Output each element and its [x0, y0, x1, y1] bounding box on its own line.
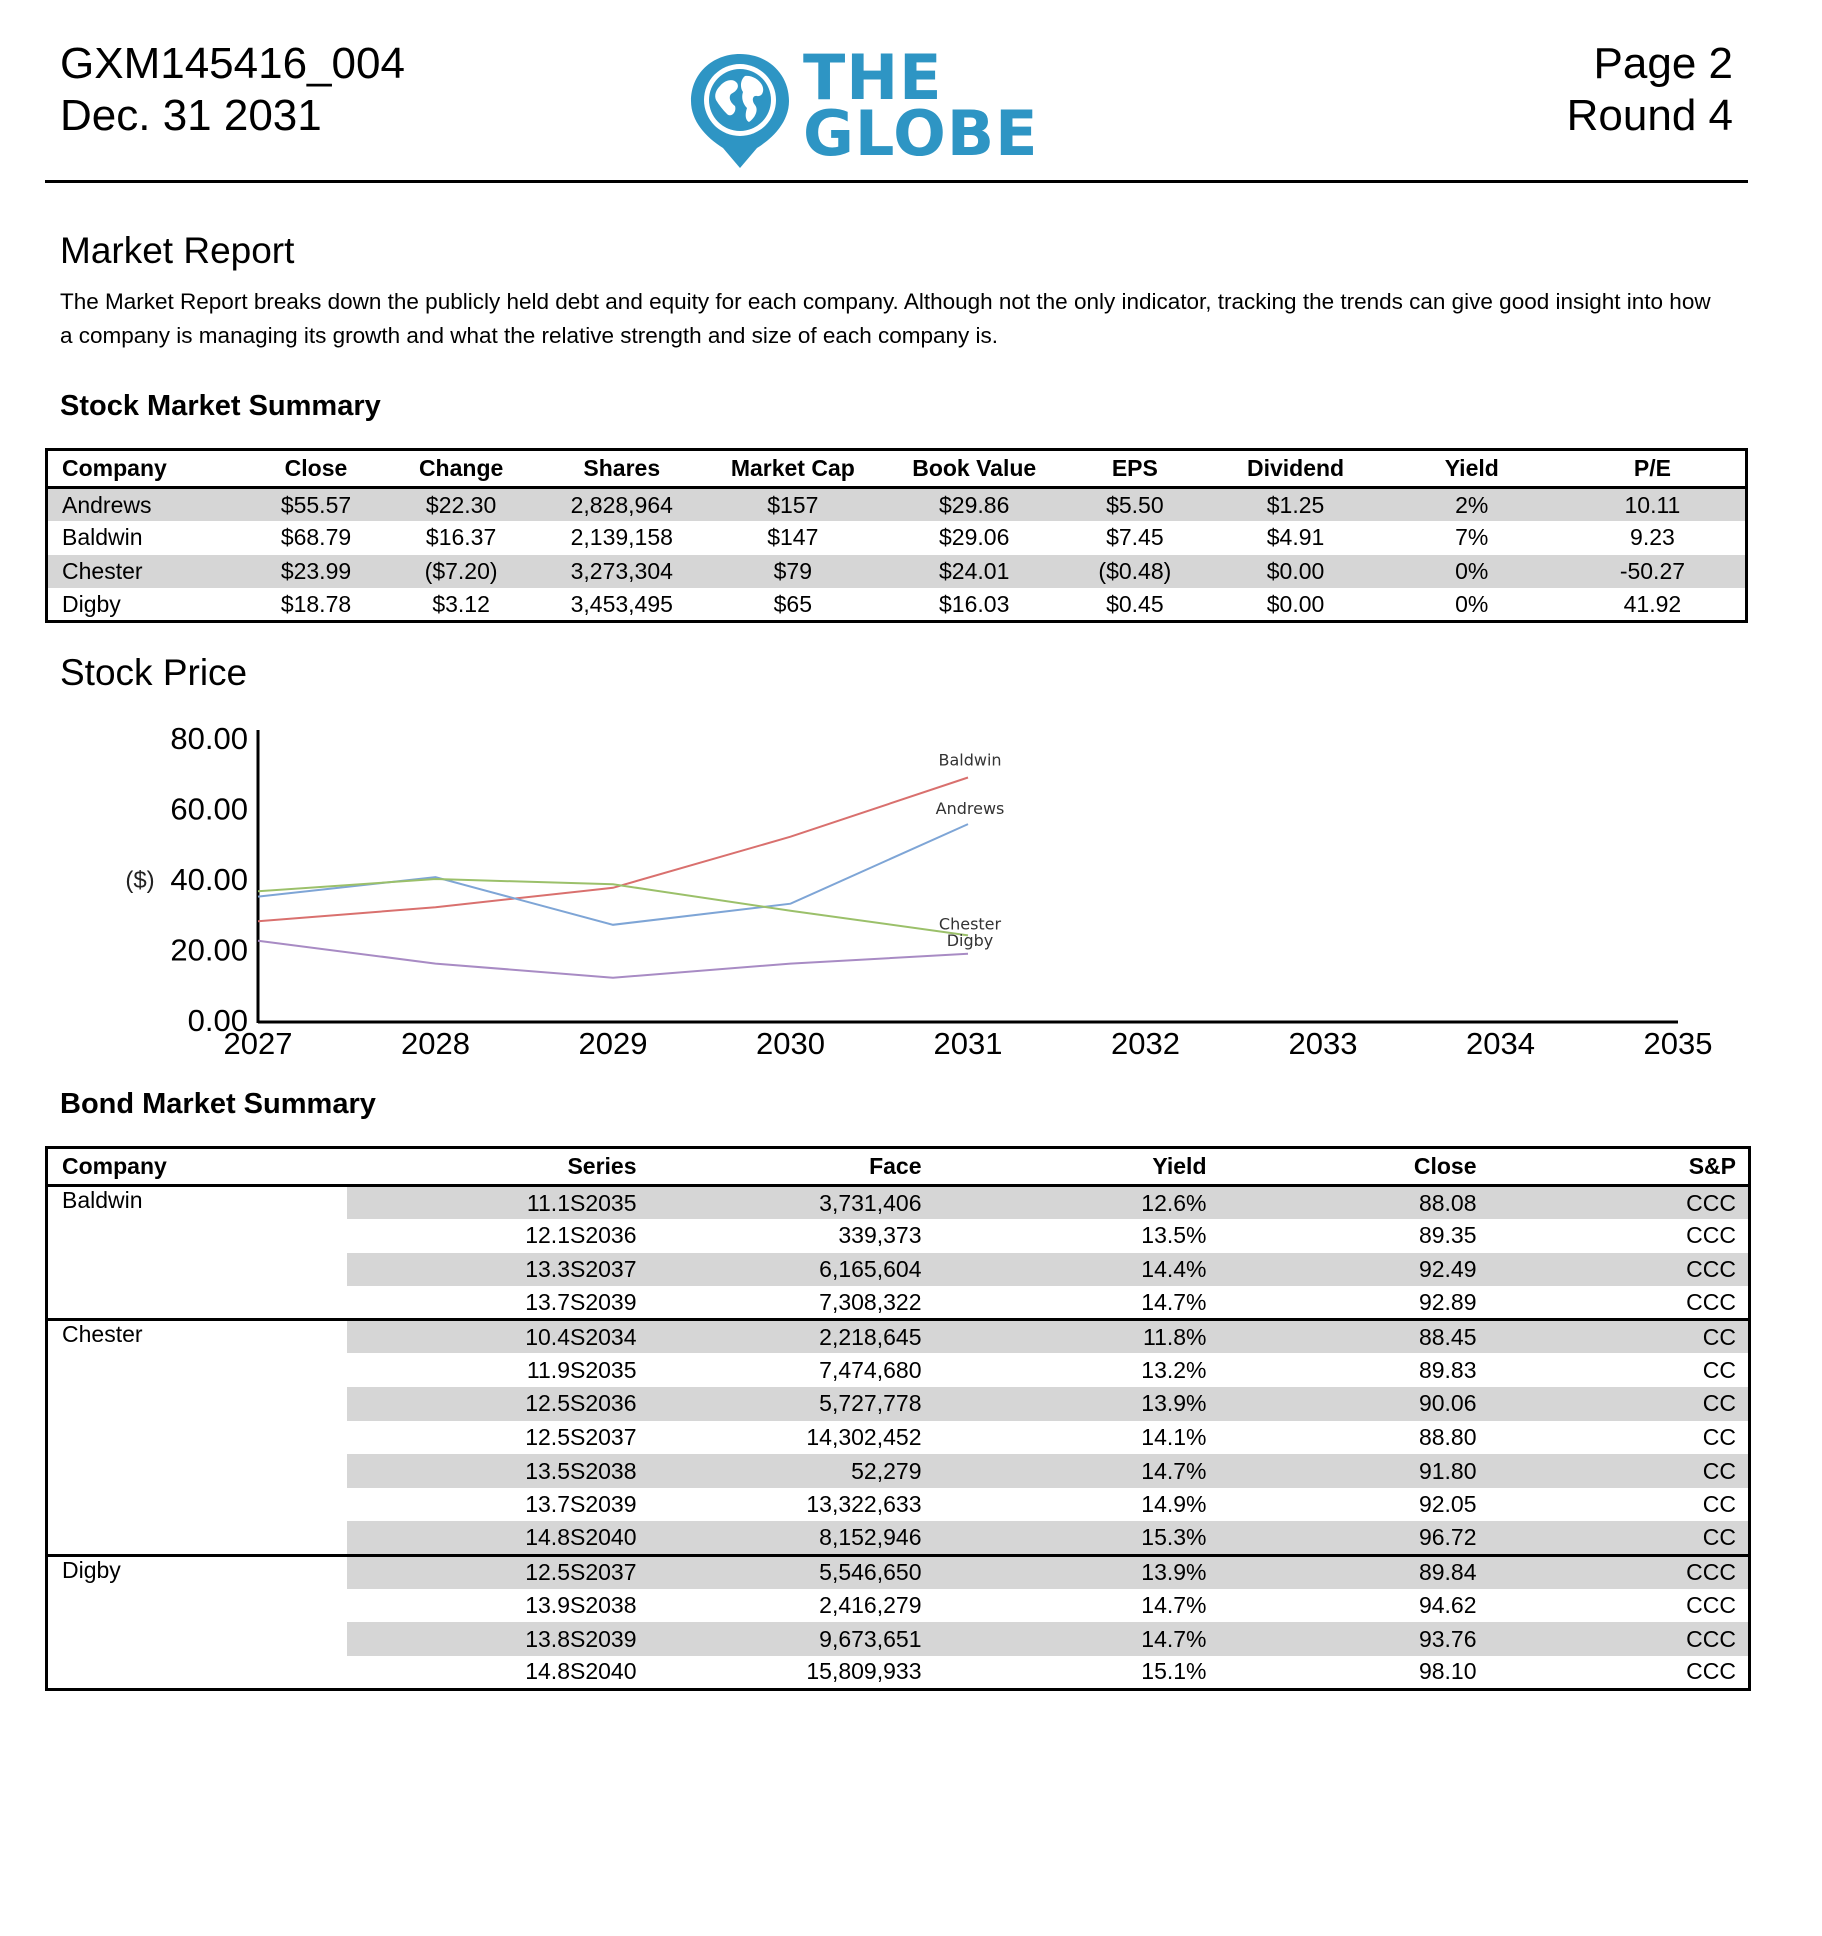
bond-cell-face: 2,416,279 — [819, 1591, 922, 1618]
bond-cell-sp-rating: CCC — [1686, 1591, 1736, 1618]
col-yield: Yield — [1384, 450, 1560, 488]
bond-cell-close: 89.35 — [1418, 1222, 1477, 1249]
stock-cell-shares: 3,453,495 — [570, 590, 673, 617]
stock-cell-company: Andrews — [47, 488, 254, 522]
bond-summary-table — [45, 1146, 1751, 1691]
stock-cell-close: $55.57 — [254, 488, 378, 522]
bond-company: Baldwin — [62, 1187, 143, 1213]
bond-col-face: Face — [637, 1148, 922, 1186]
bond-col-sp: S&P — [1477, 1148, 1750, 1186]
globe-pin-icon — [685, 50, 795, 170]
globe-logo — [685, 41, 1125, 170]
bond-cell-face: 7,308,322 — [819, 1288, 922, 1315]
stock-cell-eps: $5.50 — [1062, 488, 1207, 522]
stock-cell-pe: 10.11 — [1560, 488, 1747, 522]
stock-cell-yield: 2% — [1384, 488, 1560, 522]
stock-cell-close: $23.99 — [254, 555, 378, 589]
series-line-digby — [258, 941, 968, 978]
col-dividend: Dividend — [1207, 450, 1383, 488]
series-label-baldwin: Baldwin — [938, 750, 1002, 770]
bond-cell-face: 339,373 — [838, 1222, 922, 1249]
stock-row — [47, 588, 1747, 622]
stock-cell-close: $18.78 — [280, 590, 352, 617]
bond-cell-face: 5,727,778 — [637, 1387, 922, 1421]
bond-col-series: Series — [347, 1148, 637, 1186]
round-number: Round 4 — [1566, 91, 1733, 140]
page-number: Page 2 — [1593, 39, 1733, 88]
bond-company: Digby — [47, 1555, 347, 1689]
stock-cell-shares: 2,139,158 — [570, 524, 673, 551]
market-report-intro: The Market Report breaks down the publicly held debt and equity for each company. Although not the only indicator, tracking the trends can give good insight into how a company is managing its growth and what the relative strength and size of each company is. — [60, 289, 1711, 348]
x-tick-label: 2030 — [756, 1026, 825, 1061]
stock-cell-change: ($7.20) — [378, 555, 544, 589]
stock-cell-eps: ($0.48) — [1062, 555, 1207, 589]
stock-cell-yield: 0% — [1455, 590, 1489, 617]
market-report-title: Market Report — [60, 230, 295, 271]
stock-row — [47, 555, 1747, 589]
bond-cell-series: 12.5S2037 — [525, 1423, 637, 1450]
x-tick-label: 2033 — [1288, 1026, 1358, 1061]
bond-cell-face: 6,165,604 — [637, 1253, 922, 1287]
bond-summary-title: Bond Market Summary — [60, 1088, 376, 1120]
bond-cell-sp-rating: CC — [1702, 1356, 1736, 1383]
bond-cell-close: 88.08 — [1207, 1186, 1477, 1220]
bond-cell-yield: 14.7% — [1141, 1288, 1207, 1315]
bond-cell-yield: 11.8% — [922, 1320, 1207, 1354]
bond-cell-yield: 14.9% — [1141, 1491, 1207, 1518]
bond-cell-series: 14.8S2040 — [347, 1521, 637, 1555]
bond-cell-sp-rating: CC — [1702, 1423, 1736, 1450]
bond-cell-yield: 13.5% — [1141, 1222, 1207, 1249]
bond-cell-series: 13.9S2038 — [525, 1591, 637, 1618]
stock-cell-yield: 7% — [1455, 524, 1489, 551]
x-tick-label: 2029 — [578, 1026, 648, 1061]
bond-header-row — [47, 1148, 1750, 1186]
col-eps: EPS — [1062, 450, 1207, 488]
col-book-value: Book Value — [886, 450, 1062, 488]
stock-cell-pe: 9.23 — [1630, 524, 1675, 551]
bond-cell-close: 92.49 — [1207, 1253, 1477, 1287]
bond-cell-series: 12.5S2036 — [347, 1387, 637, 1421]
y-tick-label: 0.00 — [187, 1003, 248, 1038]
series-label-digby: Digby — [946, 930, 994, 950]
bond-cell-close: 96.72 — [1207, 1521, 1477, 1555]
stock-cell-close: $68.79 — [280, 524, 352, 551]
bond-cell-series: 12.1S2036 — [525, 1222, 637, 1249]
x-tick-label: 2032 — [1111, 1026, 1180, 1061]
bond-cell-close: 94.62 — [1418, 1591, 1477, 1618]
stock-cell-company: Chester — [47, 555, 254, 589]
bond-cell-series: 13.7S2039 — [525, 1491, 637, 1518]
bond-cell-face: 52,279 — [637, 1454, 922, 1488]
bond-cell-close: 92.05 — [1418, 1491, 1477, 1518]
bond-col-company: Company — [47, 1148, 347, 1186]
stock-cell-shares: 3,273,304 — [544, 555, 699, 589]
bond-cell-close: 89.84 — [1207, 1555, 1477, 1589]
stock-cell-company: Digby — [62, 590, 121, 617]
stock-cell-market-cap: $157 — [700, 488, 887, 522]
stock-cell-book-value: $29.06 — [939, 524, 1010, 551]
bond-cell-series: 13.5S2038 — [347, 1454, 637, 1488]
stock-cell-dividend: $0.00 — [1266, 590, 1325, 617]
stock-row — [47, 488, 1747, 522]
bond-cell-yield: 13.9% — [922, 1555, 1207, 1589]
stock-cell-company: Baldwin — [62, 524, 143, 551]
bond-cell-series: 12.5S2037 — [347, 1555, 637, 1589]
page-header — [45, 38, 1748, 183]
bond-cell-close: 89.83 — [1418, 1356, 1477, 1383]
col-pe: P/E — [1560, 450, 1747, 488]
x-tick-label: 2027 — [223, 1026, 293, 1061]
bond-cell-sp-rating: CCC — [1477, 1555, 1750, 1589]
bond-cell-close: 93.76 — [1207, 1622, 1477, 1656]
x-tick-label: 2034 — [1466, 1026, 1535, 1061]
bond-cell-yield: 15.1% — [1141, 1658, 1207, 1685]
col-shares: Shares — [544, 450, 699, 488]
stock-row — [47, 521, 1747, 555]
logo-line-2: GLOBE — [803, 97, 1039, 170]
bond-cell-series: 10.4S2034 — [347, 1320, 637, 1354]
series-line-andrews — [258, 824, 968, 925]
stock-cell-change: $16.37 — [425, 524, 497, 551]
bond-cell-yield: 12.6% — [922, 1186, 1207, 1220]
bond-cell-face: 2,218,645 — [637, 1320, 922, 1354]
bond-cell-sp-rating: CC — [1702, 1491, 1736, 1518]
bond-cell-sp-rating: CC — [1477, 1320, 1750, 1354]
series-label-andrews: Andrews — [935, 799, 1005, 819]
report-date: Dec. 31 2031 — [60, 91, 322, 140]
bond-cell-face: 15,809,933 — [806, 1658, 922, 1685]
logo-line-1: THE — [803, 41, 943, 114]
bond-cell-yield: 14.1% — [1141, 1423, 1207, 1450]
bond-cell-face: 14,302,452 — [806, 1423, 922, 1450]
col-change: Change — [378, 450, 544, 488]
stock-cell-book-value: $16.03 — [939, 590, 1010, 617]
bond-cell-sp-rating: CCC — [1477, 1622, 1750, 1656]
stock-cell-dividend: $0.00 — [1207, 555, 1383, 589]
bond-cell-yield: 14.7% — [1141, 1591, 1207, 1618]
stock-cell-shares: 2,828,964 — [544, 488, 699, 522]
y-tick-label: 80.00 — [170, 721, 248, 756]
stock-cell-pe: -50.27 — [1560, 555, 1747, 589]
stock-cell-market-cap: $79 — [700, 555, 887, 589]
stock-summary-title: Stock Market Summary — [60, 390, 381, 422]
stock-cell-market-cap: $147 — [767, 524, 819, 551]
bond-cell-sp-rating: CCC — [1686, 1222, 1736, 1249]
bond-cell-series: 13.7S2039 — [525, 1288, 637, 1315]
stock-table-body — [47, 488, 1747, 622]
bond-cell-yield: 14.7% — [922, 1454, 1207, 1488]
bond-cell-series: 13.8S2039 — [347, 1622, 637, 1656]
bond-cell-close: 92.89 — [1418, 1288, 1477, 1315]
bond-cell-face: 7,474,680 — [819, 1356, 922, 1383]
y-tick-label: 20.00 — [170, 932, 248, 968]
bond-cell-sp-rating: CC — [1477, 1521, 1750, 1555]
stock-summary-table — [45, 448, 1748, 623]
bond-cell-series: 11.9S2035 — [526, 1356, 637, 1383]
bond-row — [47, 1555, 1750, 1589]
stock-cell-change: $22.30 — [378, 488, 544, 522]
bond-col-yield: Yield — [922, 1148, 1207, 1186]
stock-header-row — [47, 450, 1747, 488]
bond-cell-sp-rating: CCC — [1686, 1658, 1736, 1685]
bond-cell-yield: 14.4% — [922, 1253, 1207, 1287]
report-id: GXM145416_004 — [60, 39, 405, 88]
col-close: Close — [254, 450, 378, 488]
bond-cell-close: 88.45 — [1207, 1320, 1477, 1354]
bond-cell-sp-rating: CCC — [1477, 1253, 1750, 1287]
logo-text — [803, 41, 1039, 170]
bond-cell-face: 13,322,633 — [806, 1491, 922, 1518]
bond-company: Chester — [47, 1320, 347, 1555]
bond-col-close: Close — [1207, 1148, 1477, 1186]
bond-cell-sp-rating: CC — [1477, 1454, 1750, 1488]
stock-cell-pe: 41.92 — [1623, 590, 1682, 617]
bond-cell-face: 5,546,650 — [637, 1555, 922, 1589]
bond-cell-close: 98.10 — [1418, 1658, 1477, 1685]
col-company: Company — [47, 450, 254, 488]
bond-cell-close: 91.80 — [1207, 1454, 1477, 1488]
bond-row — [47, 1186, 1750, 1220]
x-tick-label: 2031 — [933, 1026, 1003, 1061]
bond-cell-sp-rating: CCC — [1477, 1186, 1750, 1220]
series-label-chester: Chester — [938, 914, 1002, 934]
series-line-baldwin — [258, 778, 968, 922]
bond-cell-series: 11.1S2035 — [347, 1186, 637, 1220]
bond-cell-yield: 13.9% — [922, 1387, 1207, 1421]
stock-cell-eps: $0.45 — [1106, 590, 1164, 617]
bond-cell-yield: 15.3% — [922, 1521, 1207, 1555]
bond-cell-series: 13.3S2037 — [347, 1253, 637, 1287]
stock-cell-book-value: $24.01 — [886, 555, 1062, 589]
stock-price-chart — [100, 720, 1740, 1070]
stock-cell-change: $3.12 — [432, 590, 490, 617]
stock-cell-dividend: $1.25 — [1207, 488, 1383, 522]
bond-cell-face: 9,673,651 — [637, 1622, 922, 1656]
y-axis-label: ($) — [125, 867, 155, 894]
bond-cell-sp-rating: CCC — [1686, 1288, 1736, 1315]
stock-price-title: Stock Price — [60, 652, 248, 693]
header-left — [60, 38, 405, 142]
bond-cell-sp-rating: CC — [1477, 1387, 1750, 1421]
bond-cell-close: 90.06 — [1207, 1387, 1477, 1421]
bond-cell-close: 88.80 — [1418, 1423, 1477, 1450]
bond-table-body — [47, 1186, 1750, 1690]
bond-cell-yield: 14.7% — [922, 1622, 1207, 1656]
bond-row — [47, 1320, 1750, 1354]
bond-cell-face: 8,152,946 — [637, 1521, 922, 1555]
header-right — [1567, 38, 1733, 142]
stock-cell-eps: $7.45 — [1106, 524, 1164, 551]
stock-cell-market-cap: $65 — [773, 590, 812, 617]
stock-cell-yield: 0% — [1384, 555, 1560, 589]
stock-cell-book-value: $29.86 — [886, 488, 1062, 522]
bond-cell-face: 3,731,406 — [637, 1186, 922, 1220]
col-market-cap: Market Cap — [700, 450, 887, 488]
stock-cell-dividend: $4.91 — [1266, 524, 1325, 551]
y-tick-label: 60.00 — [170, 791, 248, 827]
x-tick-label: 2028 — [401, 1026, 470, 1061]
x-tick-label: 2035 — [1643, 1026, 1713, 1061]
bond-cell-series: 14.8S2040 — [525, 1658, 637, 1685]
y-tick-label: 40.00 — [170, 862, 248, 897]
bond-cell-yield: 13.2% — [1141, 1356, 1207, 1383]
